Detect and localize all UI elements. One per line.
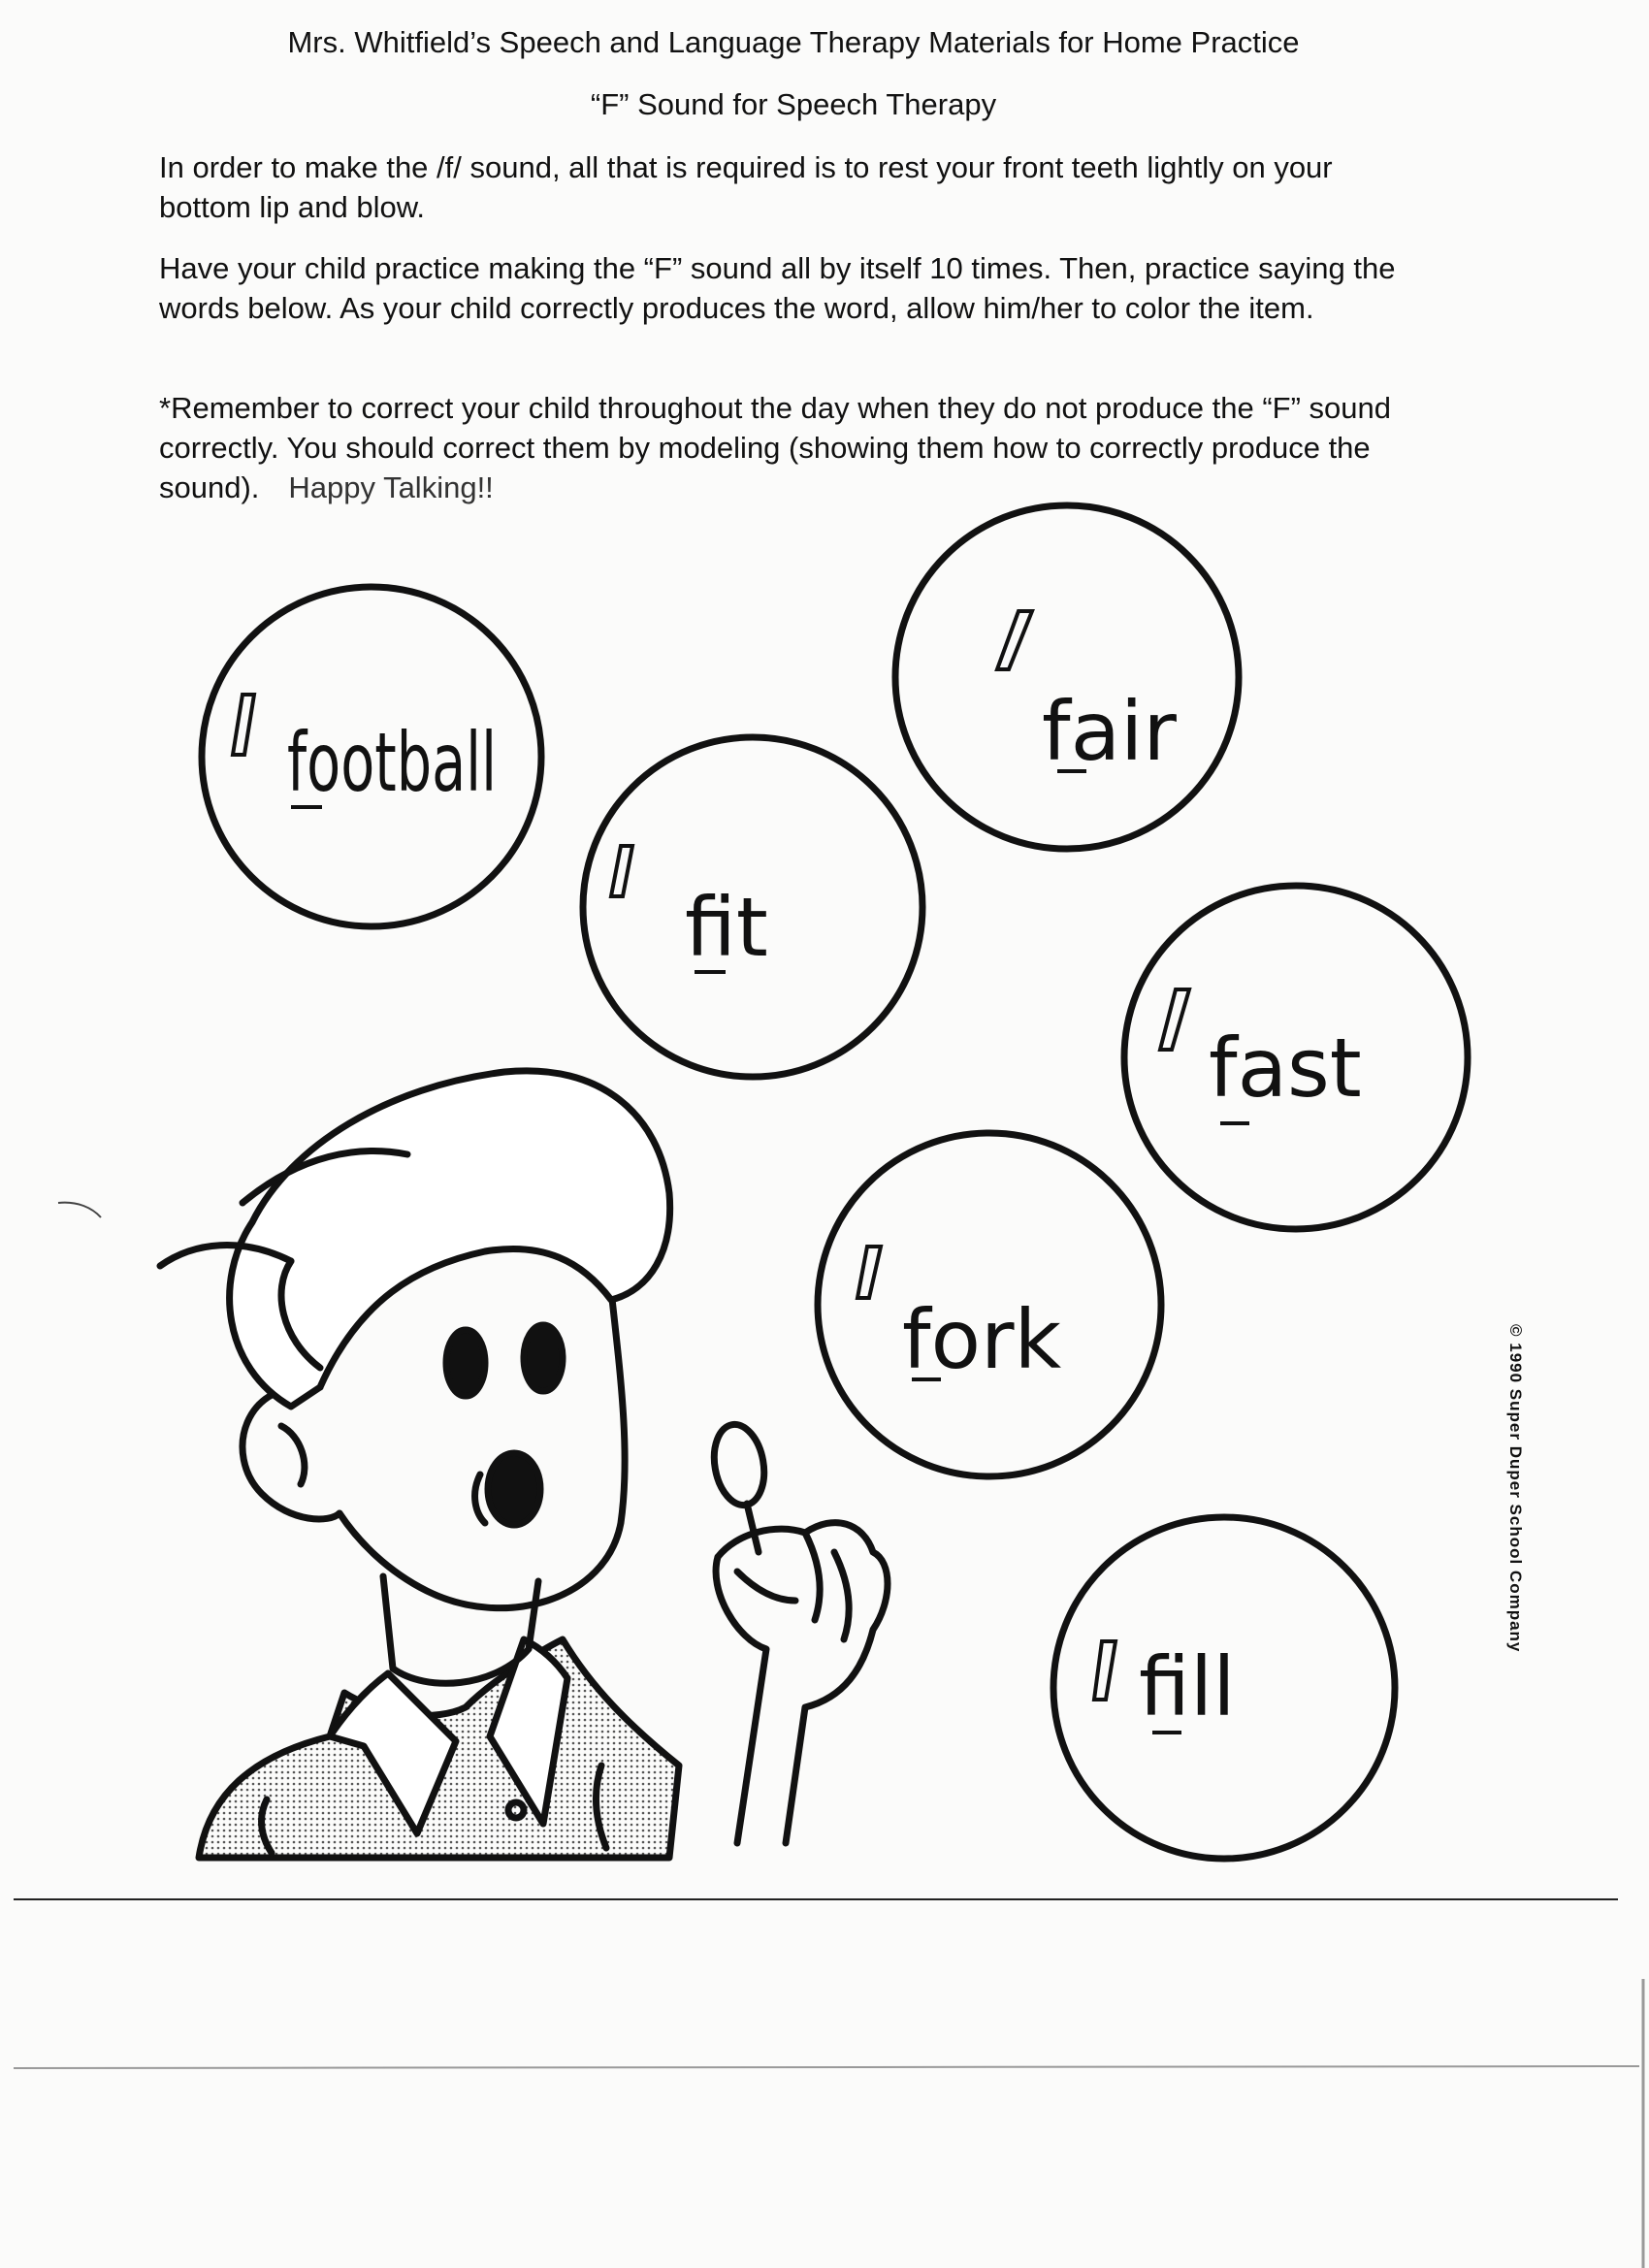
- word-fast: fast: [1209, 1021, 1362, 1116]
- word-football: football: [287, 715, 497, 810]
- lower-divider-line: [14, 2066, 1639, 2068]
- page-title: Mrs. Whitfield’s Speech and Language Therapy Materials for Home Practice: [287, 25, 1300, 59]
- happy-talking-text: Happy Talking!!: [288, 470, 494, 504]
- instruction-paragraph-2: Have your child practice making the “F” sound all by itself 10 times. Then, practice saying the words below. As your child correctly produces the word, allow him/her to color the item.: [159, 251, 1396, 325]
- page-subtitle: “F” Sound for Speech Therapy: [590, 87, 997, 121]
- word-fair: fair: [1042, 684, 1177, 779]
- word-fork: fork: [902, 1292, 1062, 1387]
- instruction-paragraph-1: In order to make the /f/ sound, all that is required is to rest your front teeth lightly on your bottom lip and blow.: [159, 150, 1333, 224]
- reminder-text: *Remember to correct your child throughout the day when they do not produce the “F” sound correctly. You should correct them by modeling (showing them how to correctly produce the sound).: [159, 391, 1391, 504]
- left-margin-mark: [58, 1203, 101, 1217]
- word-fit: fit: [685, 880, 768, 975]
- boy-blowing-bubbles: [160, 1071, 888, 1858]
- word-fill: fill: [1139, 1639, 1236, 1734]
- bubble-fair: [895, 505, 1239, 849]
- copyright-notice: © 1990 Super Duper School Company: [1506, 1324, 1525, 1653]
